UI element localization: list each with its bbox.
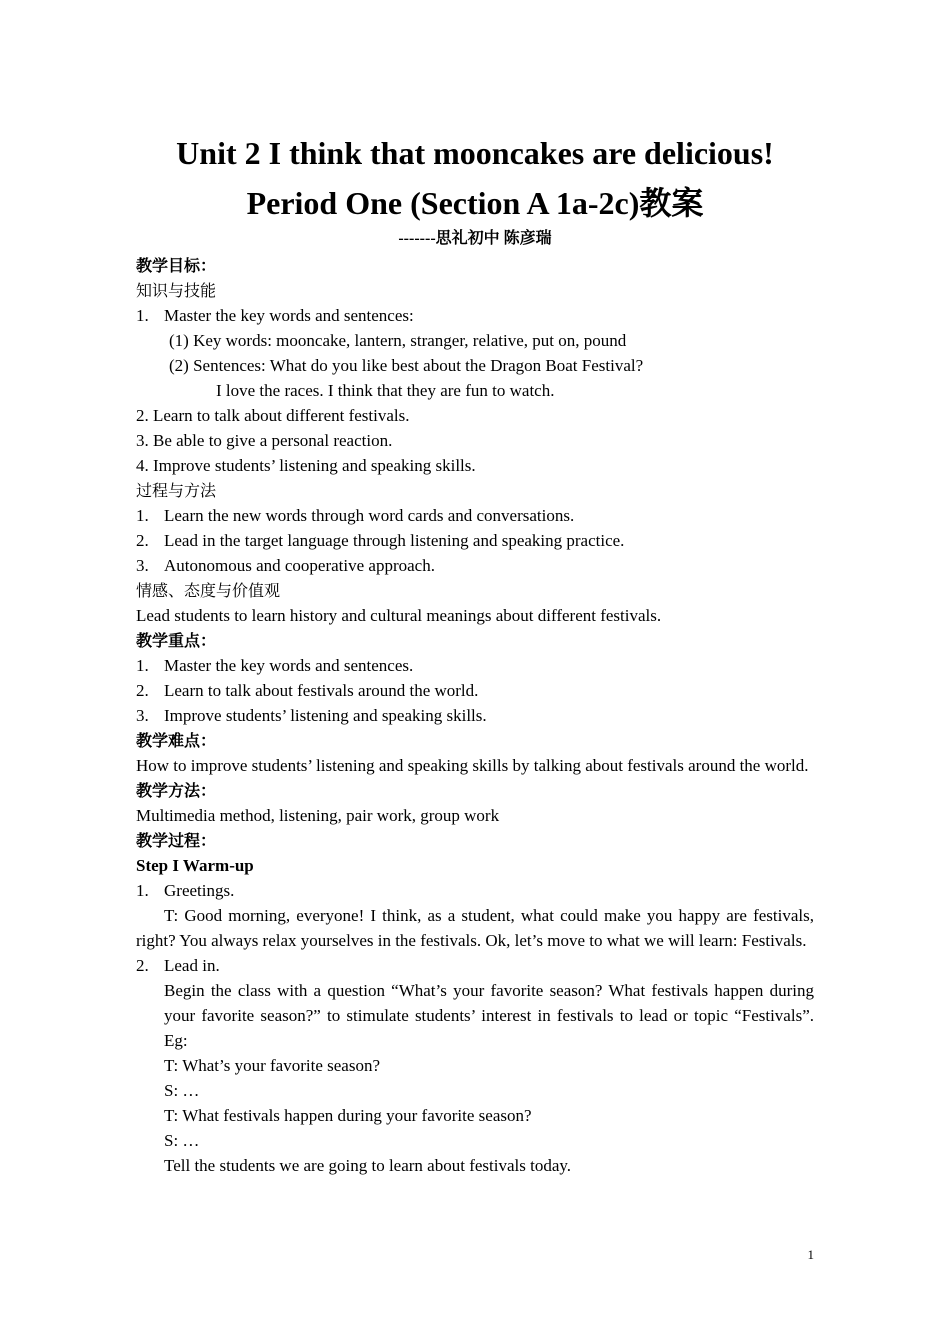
dialogue-line: T: What’s your favorite season? (164, 1056, 380, 1075)
list-number: 3. (136, 431, 149, 450)
list-item (136, 403, 814, 428)
emotion-heading: 情感、态度与价值观 (136, 581, 281, 600)
list-item (136, 878, 814, 903)
dialogue-line: S: … (164, 1081, 200, 1100)
list-item (136, 528, 814, 553)
list-item (136, 678, 814, 703)
methods-text: Multimedia method, listening, pair work, group work (136, 806, 500, 825)
dialogue-line: Tell the students we are going to learn about festivals today. (164, 1156, 572, 1175)
document-page (136, 128, 814, 1178)
list-number: 1. (136, 306, 149, 325)
dialogue-line: S: … (164, 1131, 200, 1150)
process-heading: 过程与方法 (136, 481, 217, 500)
list-item (136, 953, 814, 978)
key-points-heading: 教学重点： (136, 631, 217, 650)
list-number: 3. (136, 706, 149, 725)
list-number: 2. (136, 406, 149, 425)
list-text: Learn to talk about festivals around the world. (164, 681, 479, 700)
list-text: Improve students’ listening and speaking skills. (164, 706, 487, 725)
title-line-2: Period One (Section A 1a-2c)教案 (246, 185, 704, 221)
author-line: -------思礼初中 陈彦瑞 (398, 230, 552, 247)
list-number: 1. (136, 656, 149, 675)
step-heading: Step I Warm-up (136, 856, 254, 875)
difficult-points-heading: 教学难点： (136, 731, 217, 750)
list-item (136, 428, 814, 453)
list-item (136, 703, 814, 728)
list-item (136, 553, 814, 578)
page-number: 1 (807, 1247, 814, 1262)
list-text: Master the key words and sentences. (164, 656, 414, 675)
dialogue-line: T: What festivals happen during your favorite season? (164, 1106, 532, 1125)
list-text: Learn the new words through word cards and conversations. (164, 506, 575, 525)
difficult-points-text: How to improve students’ listening and speaking skills by talking about festivals around the world. (136, 756, 809, 775)
teaching-process-heading: 教学过程： (136, 831, 217, 850)
list-number: 1. (136, 881, 149, 900)
sub-item: (2) Sentences: What do you like best about the Dragon Boat Festival? (169, 356, 644, 375)
list-item (136, 503, 814, 528)
list-text: Greetings. (164, 881, 235, 900)
emotion-text: Lead students to learn history and cultural meanings about different festivals. (136, 606, 662, 625)
list-number: 2. (136, 681, 149, 700)
list-number: 4. (136, 456, 149, 475)
sub-item: I love the races. I think that they are fun to watch. (216, 381, 555, 400)
list-item (136, 453, 814, 478)
list-text: Lead in the target language through listening and speaking practice. (164, 531, 625, 550)
objectives-heading: 教学目标： (136, 256, 217, 275)
list-item (136, 653, 814, 678)
list-number: 2. (136, 956, 149, 975)
list-number: 2. (136, 531, 149, 550)
lead-in-paragraph: Begin the class with a question “What’s your favorite season? What festivals happen during your favorite season?” to stimulate students’ interest in festivals to lead or topic “Festivals”. Eg: (164, 981, 814, 1050)
list-text: Autonomous and cooperative approach. (164, 556, 435, 575)
sub-item: (1) Key words: mooncake, lantern, stranger, relative, put on, pound (169, 331, 627, 350)
list-number: 3. (136, 556, 149, 575)
list-text: Learn to talk about different festivals. (153, 406, 410, 425)
list-item (136, 303, 814, 328)
greetings-paragraph: T: Good morning, everyone! I think, as a student, what could make you happy are festivals, right? You always relax yourselves in the festivals. Ok, let’s move to what we will learn: Festivals. (136, 906, 814, 950)
knowledge-heading: 知识与技能 (136, 281, 217, 300)
list-number: 1. (136, 506, 149, 525)
list-text: Master the key words and sentences: (164, 306, 414, 325)
methods-heading: 教学方法： (136, 781, 217, 800)
title-line-1: Unit 2 I think that mooncakes are delicious! (176, 135, 774, 171)
list-text: Improve students’ listening and speaking skills. (153, 456, 476, 475)
list-text: Be able to give a personal reaction. (153, 431, 393, 450)
list-text: Lead in. (164, 956, 220, 975)
